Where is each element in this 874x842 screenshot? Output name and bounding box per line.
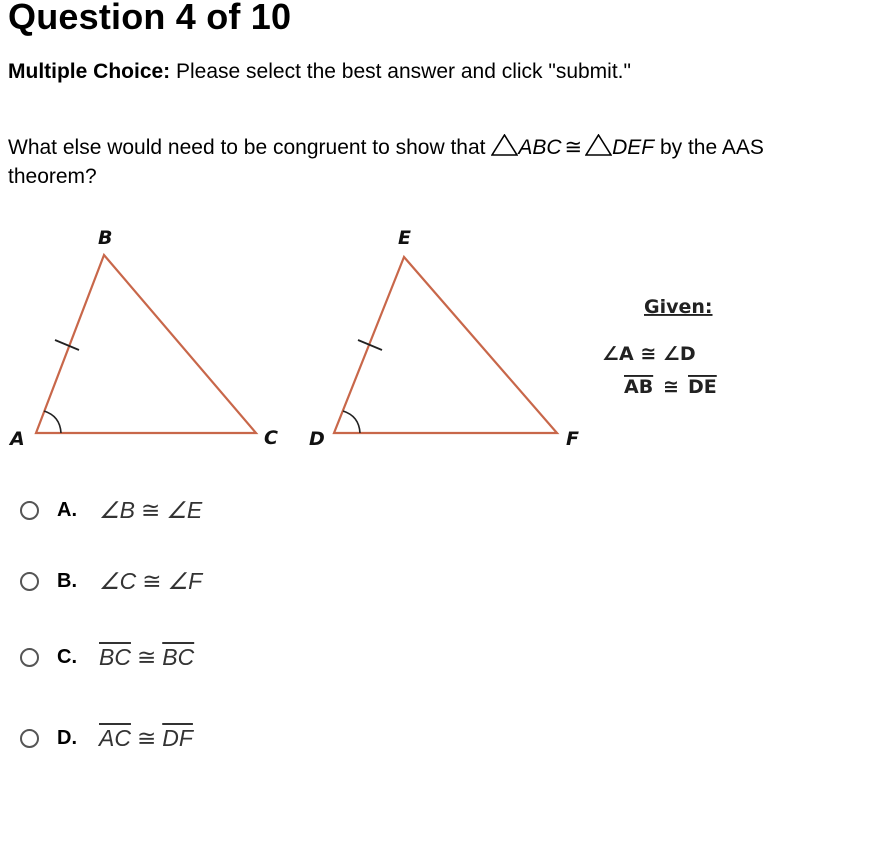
choice-expression (99, 644, 194, 671)
given-congruent: ≅ (663, 376, 679, 398)
given-title: Given: (644, 296, 713, 318)
choice-left: $\overline{AC}$ (99, 724, 131, 751)
question-before: What else would need to be congruent to show that (8, 136, 492, 159)
tick-mark-ab (55, 340, 79, 350)
choice-symbol: ≅ (140, 496, 161, 523)
triangle-abc (36, 255, 256, 433)
triangle-abc-sides (36, 255, 256, 433)
instructions-label: Multiple Choice: (8, 60, 171, 83)
choice-left: ∠C (99, 567, 137, 594)
choice-d[interactable] (20, 718, 193, 758)
triangle-def (334, 257, 557, 433)
choice-symbol: ≅ (136, 643, 157, 670)
choice-c[interactable] (20, 637, 194, 677)
angle-arc-d (343, 411, 360, 433)
question-text (8, 133, 858, 191)
question-after: by the AAS theorem? (8, 136, 764, 188)
choice-right: $\overline{DF}$ (162, 724, 193, 751)
triangle-def-sides (334, 257, 557, 433)
question-title: Question 4 of 10 (8, 0, 292, 37)
question-triangle-abc: ABC (518, 136, 562, 159)
choice-letter: A. (57, 498, 77, 521)
choice-letter: B. (57, 569, 77, 592)
vertex-label-a: A (10, 428, 25, 450)
instructions (8, 60, 631, 84)
triangle-icon (585, 134, 612, 156)
vertex-label-e: E (398, 227, 411, 249)
vertex-label-c: C (264, 427, 278, 449)
choice-right: ∠F (167, 567, 203, 594)
triangles-figure (0, 210, 874, 470)
choice-expression (99, 568, 202, 595)
vertex-label-d: D (309, 428, 325, 450)
triangle-icon (491, 134, 518, 156)
question-triangle-def: DEF (612, 136, 655, 159)
choice-right: ∠E (166, 496, 203, 523)
choice-a[interactable] (20, 490, 202, 530)
radio-button-b[interactable] (20, 572, 39, 591)
vertex-label-f: F (566, 428, 579, 450)
radio-button-a[interactable] (20, 501, 39, 520)
choice-expression (99, 497, 202, 524)
given-segment-de: DE (688, 376, 717, 398)
choice-symbol: ≅ (142, 567, 162, 594)
instructions-text: Please select the best answer and click "submit." (170, 60, 631, 83)
choice-b[interactable] (20, 561, 202, 601)
choice-right: $\overline{BC}$ (162, 643, 195, 670)
question-congruent: ≅ (564, 136, 583, 159)
vertex-label-b: B (98, 227, 113, 249)
radio-button-c[interactable] (20, 648, 39, 667)
choice-symbol: ≅ (136, 724, 157, 751)
given-segment-ab: AB (624, 376, 654, 398)
choice-letter: D. (57, 726, 77, 749)
radio-button-d[interactable] (20, 729, 39, 748)
choice-expression (99, 725, 193, 752)
choice-letter: C. (57, 645, 77, 668)
given-angles: ∠A ≅ ∠D (602, 343, 696, 365)
choice-left: $\overline{BC}$ (99, 643, 131, 670)
choice-left: ∠B (99, 496, 135, 523)
angle-arc-a (44, 411, 61, 433)
